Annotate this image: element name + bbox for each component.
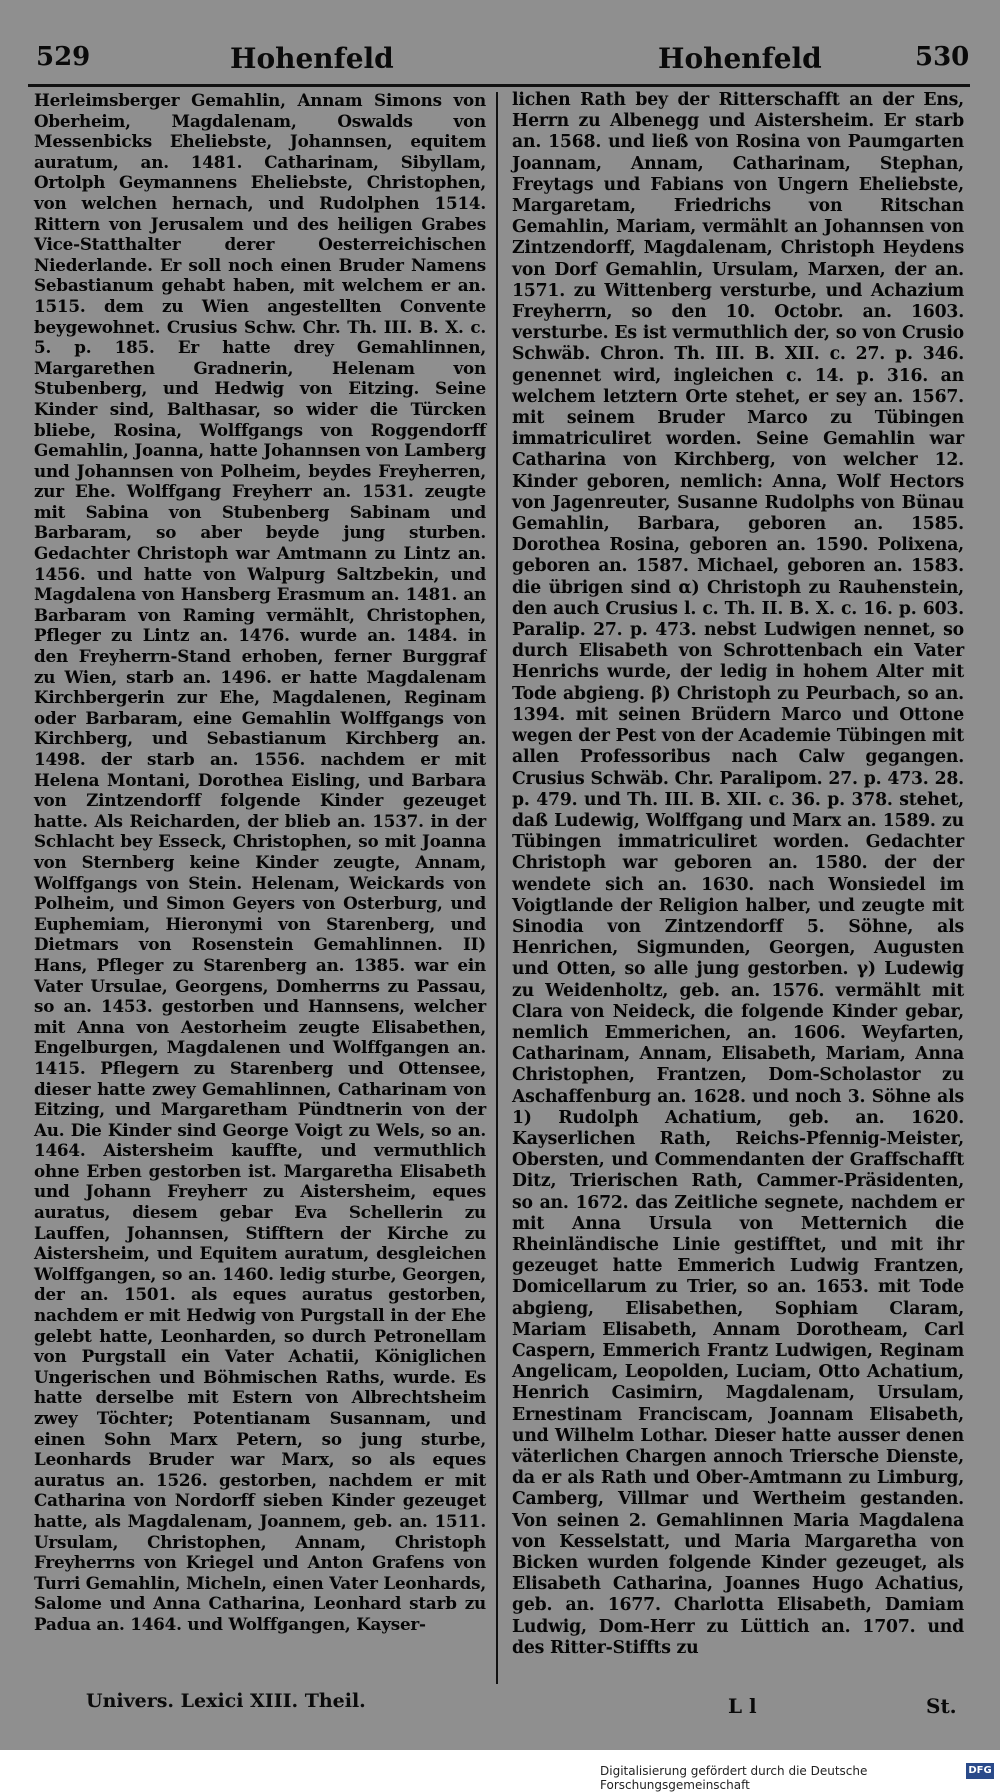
column-divider (496, 92, 498, 1684)
right-column-text: lichen Rath bey der Ritterschafft an der Ens, Herrn zu Albenegg und Aistersheim. Er starb an. 1568. und ließ von Rosina von Paumgarten Joannam, Annam, Catharinam, Stephan, Freytags und Fabians von Ungern Eheliebste, Margaretam, Friedrichs von Ritschan Gemahlin, Mariam, vermählt an Johannsen von Zintzendorff, Magdalenam, Christoph Heydens von Dorf Gemahlin, Ursulam, Marxen, der an. 1571. zu Wittenberg versturbe, und Achazium Freyherrn, so den 10. Octobr. an. 1603. versturbe. Es ist vermuthlich der, so von Crusio Schwäb. Chron. Th. III. B. XII. c. 27. p. 346. genennet wird, ingleichen c. 14. p. 316. an welchem letztern Orte stehet, er sey an. 1567. mit seinem Bruder Marco zu Tübingen immatriculiret worden. Seine Gemahlin war Catharina von Kirchberg, von welcher 12. Kinder geboren, nemlich: Anna, Wolf Hectors von Jagenreuter, Susanne Rudolphs von Bünau Gemahlin, Barbara, geboren an. 1585. Dorothea Rosina, geboren an. 1590. Polixena, geboren an. 1587. Michael, geboren an. 1583. die übrigen sind α) Christoph zu Rauhenstein, den auch Crusius l. c. Th. II. B. X. c. 16. p. 603. Paralip. 27. p. 473. nebst Ludwigen nennet, so durch Elisabeth von Schrottenbach ein Vater Henrichs wurde, der ledig in hohem Alter mit Tode abgieng. β) Christoph zu Peurbach, so an. 1394. mit seinen Brüdern Marco und Ottone wegen der Pest von der Academie Tübingen mit allen Professoribus nach Calw gegangen. Crusius Schwäb. Chr. Paralipom. 27. p. 473. 28. p. 479. und Th. III. B. XII. c. 36. p. 378. stehet, daß Ludewig, Wolffgang und Marx an. 1589. zu Tübingen immatriculiret worden. Gedachter Christoph war geboren an. 1580. der der wendete sich an. 1630. nach Wonsiedel im Voigtlande der Religion halber, und zeugte mit Sinodia von Zintzendorff 5. Söhne, als Henrichen, Sigmunden, Georgen, Augusten und Otten, so alle jung gestorben. γ) Ludewig zu Weidenholtz, geb. an. 1576. vermählt mit Clara von Neideck, die folgende Kinder gebar, nemlich Emmerichen, an. 1606. Weyfarten, Catharinam, Annam, Elisabeth, Mariam, Anna Christophen, Frantzen, Dom-Scholastor zu Aschaffenburg an. 1628. und noch 3. Söhne als 1) Rudolph Achatium, geb. an. 1620. Kayserlichen Rath, Reichs-Pfennig-Meister, Obersten, und Commendanten der Graffschafft Ditz, Trierischen Rath, Cammer-Präsidenten, so an. 1672. das Zeitliche segnete, nachdem er mit Anna Ursula von Metternich die Rheinländische Linie gestifftet, und mit ihr gezeuget hatte Emmerich Ludwig Frantzen, Domicellarum zu Trier, so an. 1653. mit Tode abgieng, Elisabethen, Sophiam Claram, Mariam Elisabeth, Annam Dorotheam, Carl Caspern, Emmerich Frantz Ludwigen, Reginam Angelicam, Leopolden, Luciam, Otto Achatium, Henrich Casimirn, Magdalenam, Ursulam, Ernestinam Franciscam, Joannam Elisabeth, und Wilhelm Lothar. Dieser hatte ausser denen väterlichen Chargen annoch Triersche Dienste, da er als Rath und Ober-Amtmann zu Limburg, Camberg, Villmar und Wertheim gestanden. Von seinen 2. Gemahlinnen Maria Magdalena von Kesselstatt, und Maria Margaretha von Bicken wurden folgende Kinder gezeuget, als Elisabeth Catharina, Joannes Hugo Achatius, geb. an. 1677. Charlotta Elisabeth, Damiam Ludwig, Dom-Herr zu Lüttich an. 1707. und des Ritter-Stiffts zu (512, 90, 964, 1658)
dfg-logo: DFG (966, 1763, 994, 1779)
page-header (0, 42, 1000, 86)
text-column-left (34, 90, 486, 1635)
digitization-credit: Digitalisierung gefördert durch die Deutsche Forschungsgemeinschaft (600, 1764, 868, 1792)
catchword: St. (926, 1694, 957, 1718)
text-column-right (512, 90, 964, 1659)
page-number-left: 529 (36, 42, 91, 72)
left-column-text: Herleimsberger Gemahlin, Annam Simons von Oberheim, Magdalenam, Oswalds von Messenbicks Eheliebste, Johannsen, equitem auratum, an. 1481. Catharinam, Sibyllam, Ortolph Geymannens Eheliebste, Christophen, von welchen hernach, und Rudolphen 1514. Rittern von Jerusalem und des heiligen Grabes Vice-Statthalter derer Oesterreichischen Niederlande. Er soll noch einen Bruder Namens Sebastianum gehabt haben, mit welchem er an. 1515. dem zu Wien angestellten Convente beygewohnet. Crusius Schw. Chr. Th. III. B. X. c. 5. p. 185. Er hatte drey Gemahlinnen, Margarethen Gradnerin, Helenam von Stubenberg, und Hedwig von Eitzing. Seine Kinder sind, Balthasar, so wider die Türcken bliebe, Rosina, Wolffgangs von Roggendorff Gemahlin, Joanna, hatte Johannsen von Lamberg und Johannsen von Polheim, beydes Freyherren, zur Ehe. Wolffgang Freyherr an. 1531. zeugte mit Sabina von Stubenberg Sabinam und Barbaram, so aber beyde jung sturben. Gedachter Christoph war Amtmann zu Lintz an. 1456. und hatte von Walpurg Saltzbekin, und Magdalena von Hansberg Erasmum an. 1481. an Barbaram von Raming vermählt, Christophen, Pfleger zu Lintz an. 1476. wurde an. 1484. in den Freyherrn-Stand erhoben, ferner Burggraf zu Wien, starb an. 1496. er hatte Magdalenam Kirchbergerin zur Ehe, Magdalenen, Reginam oder Barbaram, eine Gemahlin Wolffgangs von Kirchberg, und Sebastianum Kirchberg an. 1498. der starb an. 1556. nachdem er mit Helena Montani, Dorothea Eisling, und Barbara von Zintzendorff folgende Kinder gezeuget hatte. Als Reicharden, der blieb an. 1537. in der Schlacht bey Esseck, Christophen, so mit Joanna von Sternberg keine Kinder zeugte, Annam, Wolffgangs von Stein. Helenam, Weickards von Polheim, und Simon Geyers von Osterburg, und Euphemiam, Hieronymi von Starenberg, und Dietmars von Rosenstein Gemahlinnen. II) Hans, Pfleger zu Starenberg an. 1385. war ein Vater Ursulae, Georgens, Domherrns zu Passau, so an. 1453. gestorben und Hannsens, welcher mit Anna von Aestorheim zeugte Elisabethen, Engelburgen, Magdalenen und Wolffgangen an. 1415. Pflegern zu Starenberg und Ottensee, dieser hatte zwey Gemahlinnen, Catharinam von Eitzing, und Margaretham Pündtnerin von der Au. Die Kinder sind George Voigt zu Wels, so an. 1464. Aistersheim kauffte, und vermuthlich ohne Erben gestorben ist. Margaretha Elisabeth und Johann Freyherr zu Aistersheim, eques auratus, diesem gebar Eva Schellerin zu Lauffen, Johannsen, Stifftern der Kirche zu Aistersheim, und Equitem auratum, desgleichen Wolffgangen, so an. 1460. ledig sturbe, Georgen, der an. 1501. als eques auratus gestorben, nachdem er mit Hedwig von Purgstall in der Ehe gelebt hatte, Leonharden, so durch Petronellam von Purgstall ein Vater Achatii, Königlichen Ungerischen und Böhmischen Raths, wurde. Es hatte derselbe mit Estern von Albrechtsheim zwey Töchter; Potentianam Susannam, und einen Sohn Marx Petern, so jung sturbe, Leonhards Bruder war Marx, so als eques auratus an. 1526. gestorben, nachdem er mit Catharina von Nordorff sieben Kinder gezeuget hatte, als Magdalenam, Joannem, geb. an. 1511. Ursulam, Christophen, Annam, Christoph Freyherrns von Kriegel und Anton Grafens von Turri Gemahlin, Micheln, einen Vater Leonhards, Salome und Anna Catharina, Leonhard starb zu Padua an. 1464. und Wolffgangen, Kayser- (34, 90, 486, 1634)
page-number-right: 530 (915, 42, 970, 72)
signature-mark: L l (728, 1694, 757, 1718)
running-title-left: Hohenfeld (230, 42, 394, 75)
header-rule (28, 84, 970, 87)
running-title-right: Hohenfeld (658, 42, 822, 75)
volume-line: Univers. Lexici XIII. Theil. (86, 1690, 366, 1712)
